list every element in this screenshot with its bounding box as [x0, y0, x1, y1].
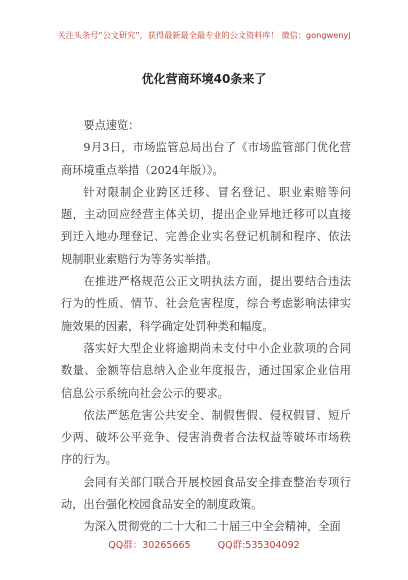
paragraph: 在推进严格规范公正文明执法方面，提出要结合违法行为的性质、情节、社会危害程度，综合考虑影响法律实施效果的因素，科学确定处罚种类和幅度。 [61, 275, 351, 333]
footer [0, 537, 408, 551]
footer-qq-group-1: QQ群：30265665 [108, 540, 191, 551]
paragraph: 针对限制企业跨区迁移、冒名登记、职业索赔等问题，主动回应经营主体关切，提出企业异地迁移可以直接到迁入地办理登记、完善企业实名登记机制和程序、依法规制职业索赔行为等务实举措。 [61, 185, 351, 266]
paragraph: 会同有关部门联合开展校园食品安全排查整治专项行动，出台强化校园食品安全的制度政策。 [61, 475, 351, 512]
paragraph: 落实好大型企业将逾期尚未支付中小企业款项的合同数量、金额等信息纳入企业年度报告，通过国家企业信用信息公示系统向社会公示的要求。 [61, 341, 351, 400]
document-body [61, 115, 351, 539]
paragraph-summary-label: 要点速览： [83, 119, 140, 132]
footer-qq-group-2: QQ群:535304092 [217, 540, 300, 551]
header-note: 关注头条号“公文研究”，获得最新最全最专业的公文资料库！ 微信：gongwenyj [57, 30, 351, 40]
paragraph: 9月3日，市场监管总局出台了《市场监管部门优化营商环境重点举措（2024年版）》。 [61, 141, 351, 177]
document-title: 优化营商环境40条来了 [141, 72, 267, 86]
paragraph: 依法严惩危害公共安全、制假售假、侵权假冒、短斤少两、破坏公平竞争、侵害消费者合法权益等破坏市场秩序的行为。 [61, 408, 351, 467]
paragraph: 为深入贯彻党的二十大和二十届三中全会精神，全面 [83, 520, 341, 534]
